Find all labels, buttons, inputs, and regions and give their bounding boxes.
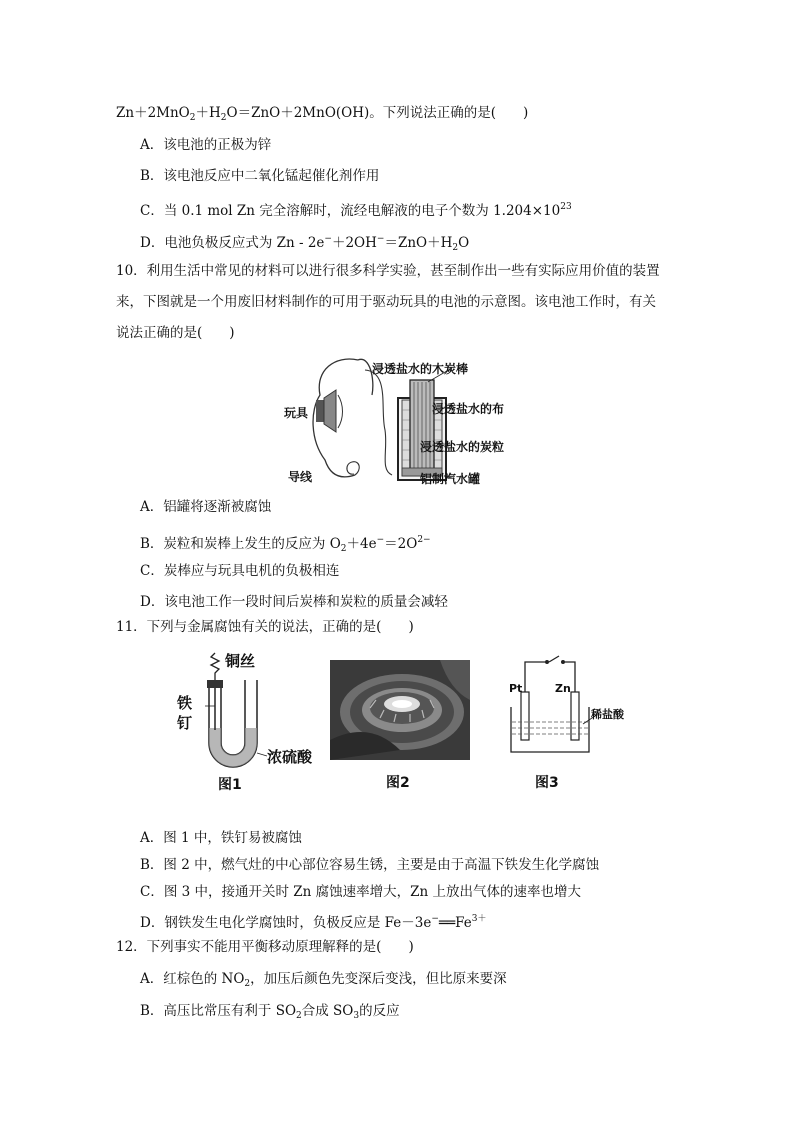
label-iron-nail-1: 铁 <box>177 694 193 712</box>
label-dilute-hcl: 稀盐酸 <box>591 708 624 721</box>
q11-option-b: B．图 2 中，燃气灶的中心部位容易生锈，主要是由于高温下铁发生化学腐蚀 <box>140 857 600 873</box>
q10-stem-line1: 10．利用生活中常见的材料可以进行很多科学实验，甚至制作出一些有实际应用价值的装置 <box>116 263 660 279</box>
label-pt: Pt <box>509 682 523 695</box>
label-iron-nail-2: 钉 <box>177 714 193 732</box>
figure-1-caption: 图1 <box>218 777 242 793</box>
q11-stem: 11．下列与金属腐蚀有关的说法，正确的是( ) <box>116 619 414 635</box>
q10-stem-line3: 说法正确的是( ) <box>116 325 235 341</box>
figure-3 <box>505 652 625 762</box>
q10-option-b: B．炭粒和炭棒上发生的反应为 $O_2+4e^-=2O^{2-}$ <box>140 535 431 554</box>
label-zn: Zn <box>555 682 571 695</box>
q10-option-a: A．铝罐将逐渐被腐蚀 <box>140 499 272 515</box>
q9-stem: $Zn+2MnO_2+H_2O=ZnO+2MnO(OH)$。下列说法正确的是( ) <box>116 105 529 123</box>
q9-option-b: B．该电池反应中二氧化锰起催化剂作用 <box>140 168 380 184</box>
label-can: 铝制汽水罐 <box>420 472 481 486</box>
label-wire: 导线 <box>288 470 313 484</box>
q12-stem: 12．下列事实不能用平衡移动原理解释的是( ) <box>116 939 414 955</box>
q11-option-c: C．图 3 中，接通开关时 Zn 腐蚀速率增大，Zn 上放出气体的速率也增大 <box>140 884 582 900</box>
label-copper-wire: 铜丝 <box>225 652 256 670</box>
label-cloth: 浸透盐水的布 <box>432 402 505 416</box>
label-conc-acid: 浓硫酸 <box>267 748 313 766</box>
label-carbon-particles: 浸透盐水的炭粒 <box>420 440 505 454</box>
figure-2-photo <box>330 660 470 760</box>
q9-option-a: A．该电池的正极为锌 <box>140 137 272 153</box>
label-toy: 玩具 <box>284 406 309 420</box>
figure-3-caption: 图3 <box>535 775 559 791</box>
label-charcoal-rod: 浸透盐水的木炭棒 <box>372 362 469 376</box>
q9-option-c: C．当 0.1 mol Zn 完全溶解时，流经电解液的电子个数为 $1.204\times 10^{23}$ <box>140 202 572 219</box>
q10-option-d: D．该电池工作一段时间后炭棒和炭粒的质量会减轻 <box>140 594 448 610</box>
q11-option-d: D．钢铁发生电化学腐蚀时，负极反应是 $Fe-3e^-══Fe^{3+}$ <box>140 914 487 931</box>
q10-option-c: C．炭棒应与玩具电机的负极相连 <box>140 563 340 579</box>
q9-option-d: D．电池负极反应式为 $Zn - 2e^-+2OH^-=ZnO+H_2O$ <box>140 234 470 253</box>
gas-stove-image <box>330 660 470 760</box>
q12-option-b: B．高压比常压有利于 $SO_2$合成 $SO_3$的反应 <box>140 1003 400 1021</box>
figure-1 <box>175 648 325 793</box>
figure-2-caption: 图2 <box>386 775 410 791</box>
q12-option-a: A．红棕色的 $NO_2$，加压后颜色先变深后变浅，但比原来要深 <box>140 971 507 989</box>
q11-option-a: A．图 1 中，铁钉易被腐蚀 <box>140 830 302 846</box>
q10-stem-line2: 来，下图就是一个用废旧材料制作的可用于驱动玩具的电池的示意图。该电池工作时，有关 <box>116 294 656 310</box>
battery-diagram <box>280 350 540 490</box>
